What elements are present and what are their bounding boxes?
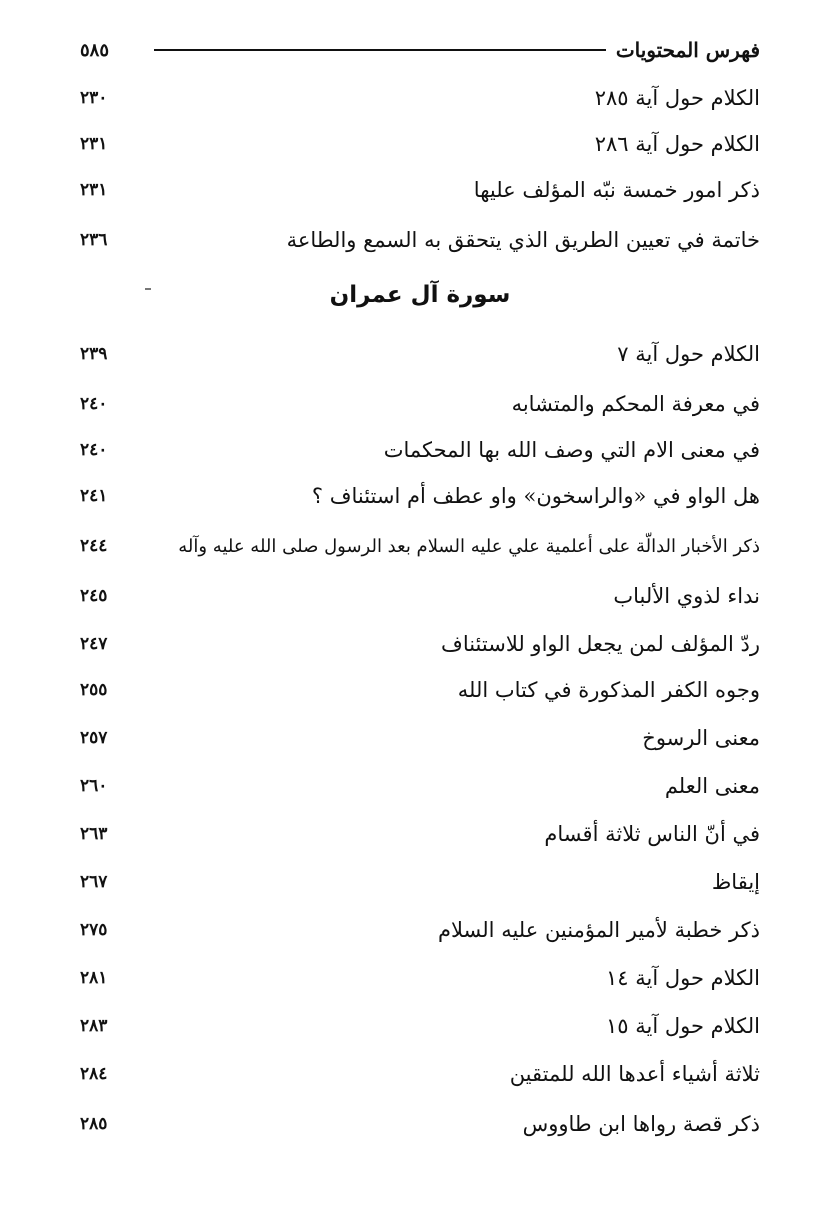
toc-entry [80, 526, 760, 566]
toc-entry [80, 1104, 760, 1144]
toc-entry-page: ٢٤٤ [80, 536, 108, 556]
toc-entry-title: معنى العلم [664, 774, 760, 798]
toc-entry-page: ٢٦٧ [80, 872, 108, 892]
toc-entry-page: ٢٨١ [80, 968, 108, 988]
toc-entry-title: الكلام حول آية ٢٨٦ [594, 132, 760, 156]
toc-entry-page: ٢٤٧ [80, 634, 108, 654]
toc-entry [80, 170, 760, 210]
toc-entry-title: الكلام حول آية ٧ [617, 342, 760, 366]
toc-entry-page: ٢٤٠ [80, 440, 108, 460]
toc-entry [80, 124, 760, 164]
toc-entry-title: هل الواو في «والراسخون» واو عطف أم استئناف ؟ [311, 484, 760, 508]
toc-entry-title: معنى الرسوخ [642, 726, 760, 750]
toc-entry-title: نداء لذوي الألباب [613, 584, 760, 608]
toc-entry [80, 220, 760, 260]
toc-entry-title: ذكر الأخبار الدالّة على أعلمية علي عليه السلام بعد الرسول صلى الله عليه وآله [178, 535, 760, 557]
toc-entry-title: الكلام حول آية ١٤ [606, 966, 760, 990]
toc-entry-page: ٢٣٩ [80, 344, 108, 364]
toc-entry [80, 576, 760, 616]
toc-entry-title: ثلاثة أشياء أعدها الله للمتقين [509, 1062, 760, 1086]
toc-entry-title: ذكر قصة رواها ابن طاووس [522, 1112, 760, 1136]
toc-entry-page: ٢٤٥ [80, 586, 108, 606]
toc-entry [80, 78, 760, 118]
page-header [80, 30, 760, 70]
header-rule [154, 49, 606, 51]
toc-entry-title: خاتمة في تعيين الطريق الذي يتحقق به السمع والطاعة [286, 228, 760, 252]
toc-entry-page: ٢٦٠ [80, 776, 108, 796]
toc-entry [80, 476, 760, 516]
section-heading: سورة آل عمران [329, 282, 511, 308]
toc-entry-page: ٢٥٧ [80, 728, 108, 748]
toc-entry [80, 624, 760, 664]
toc-entry-page: ٢٨٥ [80, 1114, 108, 1134]
toc-entry-page: ٢٣٠ [80, 88, 108, 108]
toc-entry-page: ٢٨٤ [80, 1064, 108, 1084]
header-page-number: ٥٨٥ [80, 39, 110, 61]
header-title: فهرس المحتويات [615, 38, 760, 62]
toc-entry-title: وجوه الكفر المذكورة في كتاب الله [457, 678, 760, 702]
toc-entry [80, 384, 760, 424]
toc-entry [80, 670, 760, 710]
toc-entry [80, 862, 760, 902]
toc-entry-title: ذكر خطبة لأمير المؤمنين عليه السلام [438, 918, 760, 942]
toc-entry [80, 334, 760, 374]
toc-entry-title: في أنّ الناس ثلاثة أقسام [544, 822, 760, 846]
toc-entry-page: ٢٣١ [80, 134, 108, 154]
toc-entry-page: ٢٨٣ [80, 1016, 108, 1036]
toc-entry-title: الكلام حول آية ٢٨٥ [594, 86, 760, 110]
toc-entry [80, 430, 760, 470]
toc-entry-title: في معنى الام التي وصف الله بها المحكمات [383, 438, 760, 462]
toc-entry-page: ٢٣٦ [80, 230, 108, 250]
toc-entry [80, 910, 760, 950]
toc-entry [80, 814, 760, 854]
toc-entry-page: ٢٣١ [80, 180, 108, 200]
toc-entry-page: ٢٤٠ [80, 394, 108, 414]
toc-entry [80, 958, 760, 998]
toc-entry-title: الكلام حول آية ١٥ [606, 1014, 760, 1038]
toc-entry [80, 718, 760, 758]
toc-entry [80, 1054, 760, 1094]
toc-entry-title: ردّ المؤلف لمن يجعل الواو للاستئناف [441, 632, 760, 656]
toc-entry [80, 1006, 760, 1046]
toc-entry-title: إيقاظ [711, 870, 760, 894]
toc-entry-page: ٢٥٥ [80, 680, 108, 700]
toc-entry-page: ٢٧٥ [80, 920, 108, 940]
toc-entry-page: ٢٦٣ [80, 824, 108, 844]
toc-entry-title: في معرفة المحكم والمتشابه [511, 392, 760, 416]
toc-entry [80, 766, 760, 806]
toc-entry-title: ذكر امور خمسة نبّه المؤلف عليها [473, 178, 760, 202]
toc-entry-page: ٢٤١ [80, 486, 108, 506]
